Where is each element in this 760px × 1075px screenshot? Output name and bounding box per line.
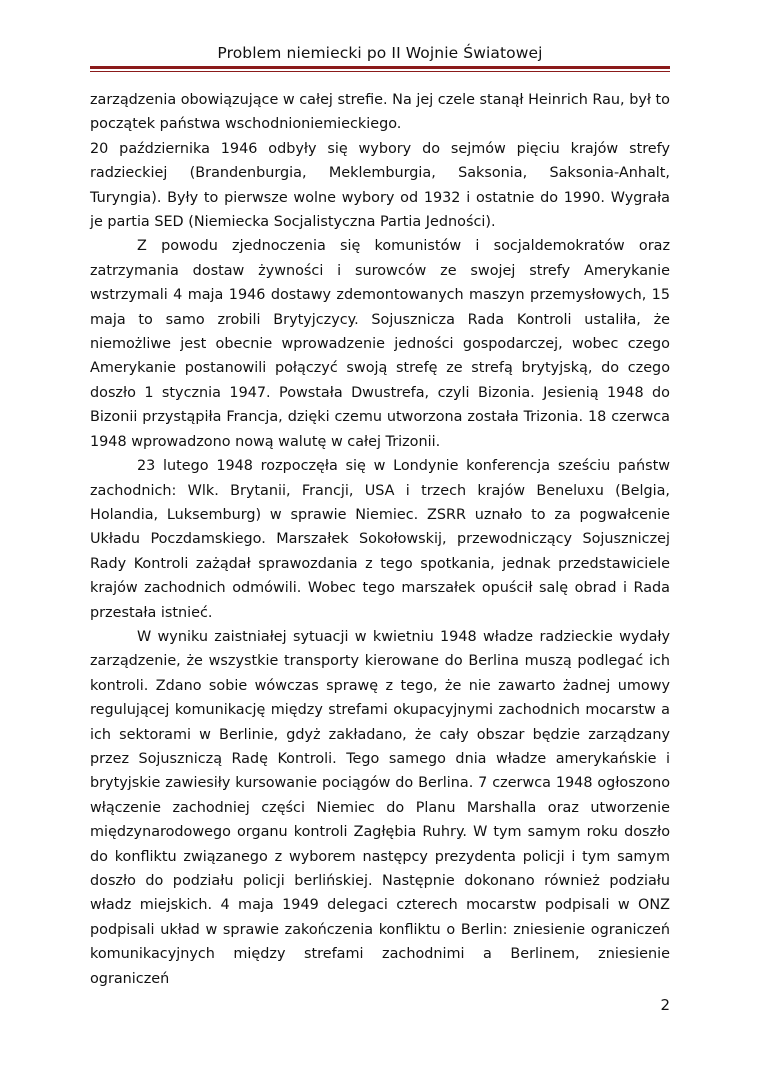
header-divider: [90, 66, 670, 69]
page-header-title: Problem niemiecki po II Wojnie Światowej: [217, 44, 543, 62]
document-body: [90, 88, 670, 991]
paragraph-bizonia: Z powodu zjednoczenia się komunistów i socjaldemokratów oraz zatrzymania dostaw żywności i surowców ze swojej strefy Amerykanie wstrzymali 4 maja 1946 dostawy zdemontowanych maszyn przemysłowych, 15 maja to samo zrobili Brytyjczycy. Sojusznicza Rada Kontroli ustaliła, że niemożliwe jest obecnie wprowadzenie jedności gospodarczej, wobec czego Amerykanie postanowili połączyć swoją strefę ze strefą brytyjską, do czego doszło 1 stycznia 1947. Powstała Dwustrefa, czyli Bizonia. Jesienią 1948 do Bizonii przystąpiła Francja, dzięki czemu utworzona została Trizonia. 18 czerwca 1948 wprowadzono nową walutę w całej Trizonii.: [90, 238, 670, 450]
paragraph-continuation: zarządzenia obowiązujące w całej strefie. Na jej czele stanął Heinrich Rau, był to początek państwa wschodnioniemieckiego.: [90, 92, 670, 133]
page-number: 2: [660, 996, 670, 1014]
paragraph-elections: 20 października 1946 odbyły się wybory do sejmów pięciu krajów strefy radzieckiej (Brandenburgia, Meklemburgia, Saksonia, Saksonia-Anhalt, Turyngia). Były to pierwsze wolne wybory od 1932 i ostatnie do 1990. Wygrała je partia SED (Niemiecka Socjalistyczna Partia Jedności).: [90, 140, 670, 231]
paragraph-london-conference: 23 lutego 1948 rozpoczęła się w Londynie konferencja sześciu państw zachodnich: Wlk. Brytanii, Francji, USA i trzech krajów Beneluxu (Belgia, Holandia, Luksemburg) w sprawie Niemiec. ZSRR uznało to za pogwałcenie Układu Poczdamskiego. Marszałek Sokołowskij, przewodniczący Sojuszniczej Rady Kontroli zażądał sprawozdania z tego spotkania, jednak przedstawiciele krajów zachodnich odmówili. Wobec tego marszałek opuścił salę obrad i Rada przestała istnieć.: [90, 458, 670, 621]
header-divider-thin: [90, 71, 670, 72]
paragraph-berlin-blockade: W wyniku zaistniałej sytuacji w kwietniu 1948 władze radzieckie wydały zarządzenie, że wszystkie transporty kierowane do Berlina muszą podlegać ich kontroli. Zdano sobie wówczas sprawę z tego, że nie zawarto żadnej umowy regulującej komunikację między strefami okupacyjnymi zachodnich mocarstw a ich sektorami w Berlinie, gdyż zakładano, że cały obszar będzie zarządzany przez Sojuszniczą Radę Kontroli. Tego samego dnia władze amerykańskie i brytyjskie zawiesiły kursowanie pociągów do Berlina. 7 czerwca 1948 ogłoszono włączenie zachodniej części Niemiec do Planu Marshalla oraz utworzenie międzynarodowego organu kontroli Zagłębia Ruhry. W tym samym roku doszło do konfliktu związanego z wyborem następcy prezydenta policji i tym samym doszło do podziału policji berlińskiej. Następnie dokonano również podziału władz miejskich. 4 maja 1949 delegaci czterech mocarstw podpisali w ONZ podpisali układ w sprawie zakończenia konfliktu o Berlin: zniesienie ograniczeń komunikacyjnych między strefami zachodnimi a Berlinem, zniesienie ograniczeń: [90, 628, 670, 987]
